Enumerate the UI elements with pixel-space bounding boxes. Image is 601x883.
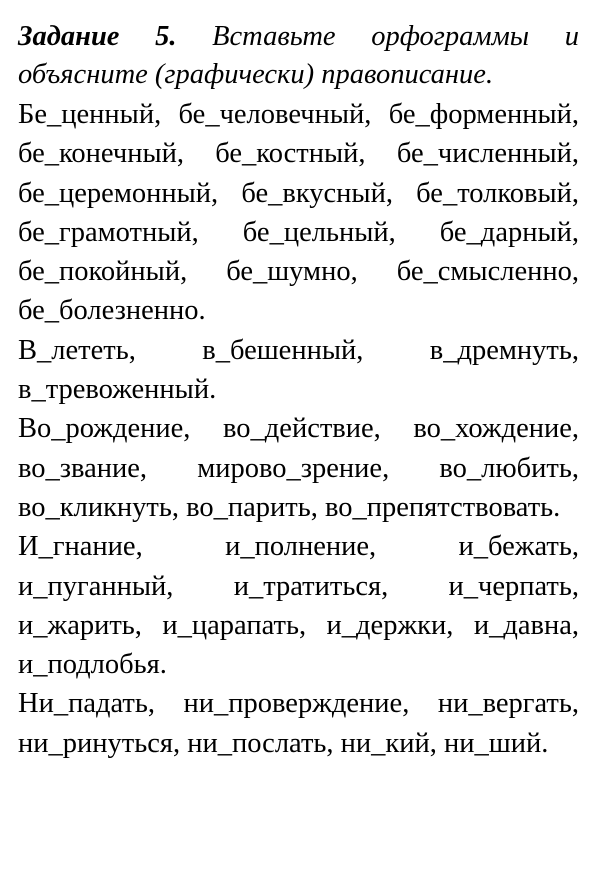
- paragraph-vo-prefix: Во_рождение, во_действие, во_хождение, во_звание, мирово_зрение, во_любить, во_кликнуть, во_парить, во_препятствовать.: [18, 413, 579, 523]
- task-label: Задание 5.: [18, 21, 177, 52]
- paragraph-be-prefix: Бе_ценный, бе_человечный, бе_форменный, бе_конечный, бе_костный, бе_численный, бе_церемонный, бе_вкусный, бе_толковый, бе_грамотный, бе_цельный, бе_дарный, бе_покойный, бе_шумно, бе_смысленно, бе_болезненно.: [18, 99, 579, 327]
- paragraph-ni-prefix: Ни_падать, ни_проверждение, ни_вергать, ни_ринуться, ни_послать, ни_кий, ни_ший.: [18, 688, 579, 759]
- task-heading: [18, 18, 579, 94]
- paragraph-v-prefix: В_лететь, в_бешенный, в_дремнуть, в_тревоженный.: [18, 334, 579, 406]
- paragraph-i-prefix: И_гнание, и_полнение, и_бежать, и_пуганный, и_тратиться, и_черпать, и_жарить, и_царапать, и_держки, и_давна, и_подлобья.: [18, 531, 579, 681]
- task-instruction: Вставьте орфограммы и объясните (графически) правописание.: [18, 21, 579, 90]
